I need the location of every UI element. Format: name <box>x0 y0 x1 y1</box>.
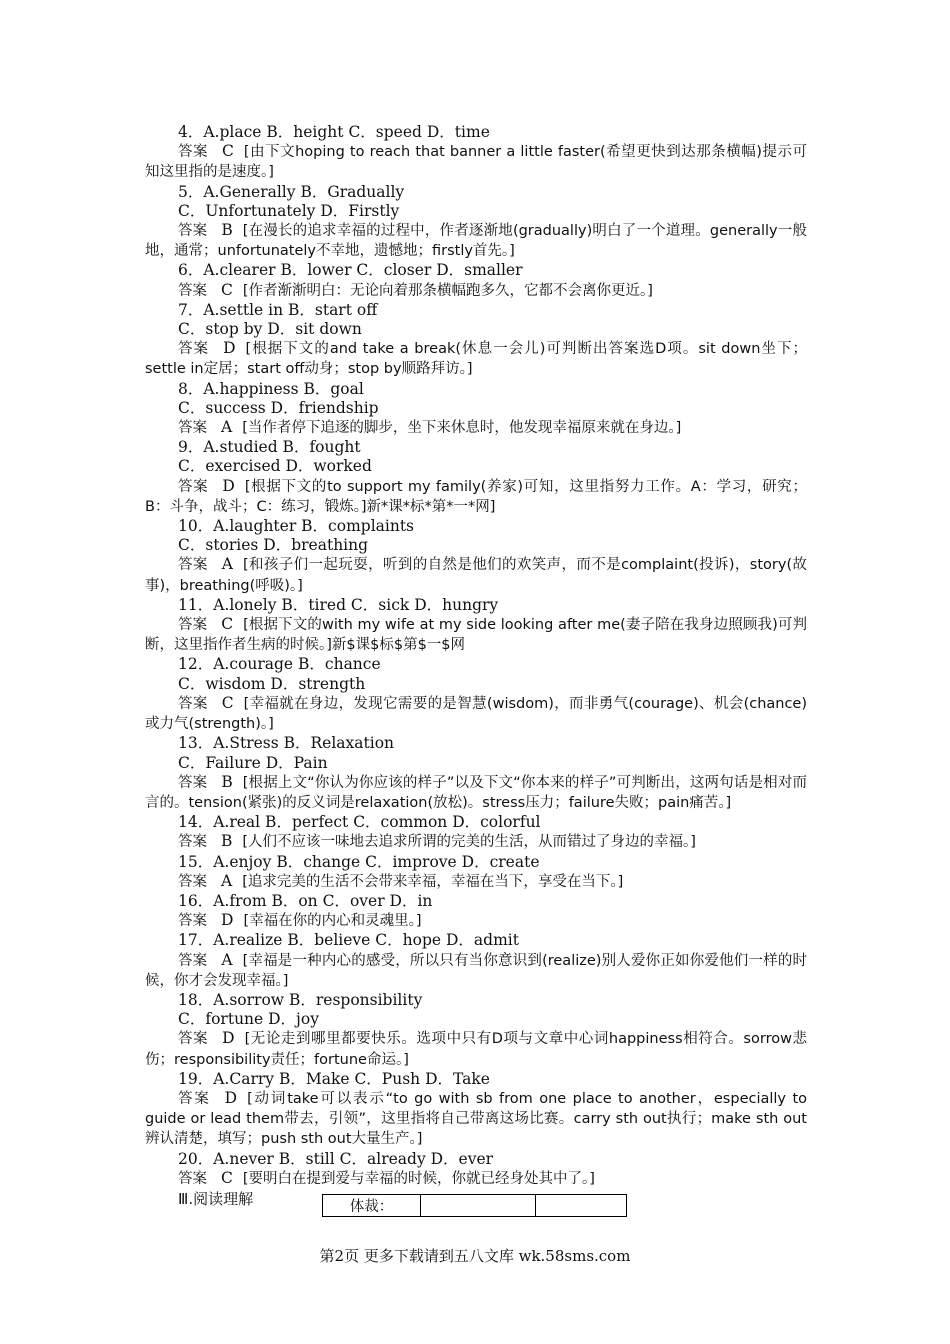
answer-explanation: [当作者停下追逐的脚步，坐下来休息时，他发现幸福原来就在身边。] <box>242 420 682 437</box>
answer-key: D <box>223 339 236 358</box>
question-options: 18．A.sorrow B．responsibility <box>178 990 423 1009</box>
question-options: 13．A.Stress B．Relaxation <box>178 734 395 753</box>
answer-label: 答案 <box>178 341 210 358</box>
answer-label: 答案 <box>178 1170 207 1187</box>
answer-line <box>145 773 807 813</box>
question-options: 10．A.laughter B．complaints <box>178 517 415 536</box>
question-options: C．stories D．breathing <box>178 536 369 555</box>
answer-explanation: [人们不应该一味地去追求所谓的完美的生活，从而错过了身边的幸福。] <box>242 834 696 851</box>
answer-label: 答案 <box>178 478 209 495</box>
question-options: 14．A.real B．perfect C．common D．colorful <box>178 813 541 832</box>
page-footer: 第2页 更多下载请到五八文库 wk.58sms.com <box>319 1247 631 1265</box>
answer-explanation: [和孩子们一起玩耍，听到的自然是他们的欢笑声，而不是complaint(投诉)，story(故事)，breathing(呼吸)。] <box>145 557 807 594</box>
question-options: 11．A.lonely B．tired C．sick D．hungry <box>178 595 499 614</box>
answer-label: 答案 <box>178 223 208 240</box>
question-options: 8．A.happiness B．goal <box>178 379 364 398</box>
question-options: C．exercised D．worked <box>178 457 372 476</box>
answer-key: A <box>221 555 233 574</box>
question-options: 19．A.Carry B．Make C．Push D．Take <box>178 1069 490 1088</box>
question-options: C．wisdom D．strength <box>178 674 366 693</box>
answer-line <box>145 339 807 379</box>
answer-line <box>145 872 807 892</box>
answer-label: 答案 <box>178 617 208 634</box>
answer-line <box>145 615 807 655</box>
answer-key: B <box>221 832 233 851</box>
genre-table <box>322 1194 627 1217</box>
answer-key: B <box>221 221 233 240</box>
question-options: 20．A.never B．still C．already D．ever <box>178 1149 494 1168</box>
question-options: 15．A.enjoy B．change C．improve D．create <box>178 852 540 871</box>
answer-explanation: [根据下文的to support my family(养家)可知，这里指努力工作。A：学习，研究；B：斗争，战斗；C：练习，锻炼。]新*课*标*第*一*网] <box>145 478 807 515</box>
question-options: 9．A.studied B．fought <box>178 438 361 457</box>
answer-explanation: [追求完美的生活不会带来幸福，幸福在当下，享受在当下。] <box>242 873 624 890</box>
answer-key: D <box>221 911 234 930</box>
question-options: 17．A.realize B．believe C．hope D．admit <box>178 931 519 950</box>
answer-line <box>145 832 807 852</box>
answer-line <box>145 142 807 182</box>
question-options: 12．A.courage B．chance <box>178 655 381 674</box>
answer-label: 答案 <box>178 1090 211 1107</box>
answer-explanation: [作者渐渐明白：无论向着那条横幅跑多久，它都不会离你更近。] <box>242 282 653 299</box>
answer-key: D <box>222 1029 235 1048</box>
question-options: 16．A.from B．on C．over D．in <box>178 891 433 910</box>
answer-label: 答案 <box>178 774 208 791</box>
answer-line <box>145 418 807 438</box>
question-options: C．Failure D．Pain <box>178 753 328 772</box>
answer-line <box>145 281 807 301</box>
answer-explanation: [动词take可以表示“to go with sb from one place to another，especially to guide or lead them带去，引领”，这里指将自己带离这场比赛。carry sth out执行；make sth out辨认清楚，填写；push sth out大量生产。] <box>145 1090 807 1148</box>
question-options: 7．A.settle in B．start off <box>178 300 378 319</box>
question-options: C．fortune D．joy <box>178 1010 319 1029</box>
answer-line <box>145 911 807 931</box>
answer-key: D <box>224 1088 238 1107</box>
answer-label: 答案 <box>178 1031 209 1048</box>
answer-label: 答案 <box>178 873 207 890</box>
answer-line <box>145 1029 807 1069</box>
answer-line <box>145 951 807 991</box>
answer-key: B <box>221 772 233 791</box>
answer-explanation: [要明白在提到爱与幸福的时候，你就已经身处其中了。] <box>242 1170 595 1187</box>
document-body <box>145 123 807 1209</box>
answer-line <box>145 555 807 595</box>
section-title: Ⅲ.阅读理解 <box>178 1189 254 1208</box>
answer-explanation: [根据上文“你认为你应该的样子”以及下文“你本来的样子”可判断出，这两句话是相对而言的。tension(紧张)的反义词是relaxation(放松)。stress压力；failure失败；pain痛苦。] <box>145 774 808 811</box>
genre-label-cell <box>323 1195 421 1217</box>
question-options: 4．A.place B．height C．speed D．time <box>178 123 490 141</box>
answer-line <box>145 1089 807 1150</box>
genre-cell-1 <box>421 1195 536 1217</box>
answer-label: 答案 <box>178 695 208 712</box>
genre-label: 体裁： <box>349 1199 394 1215</box>
answer-key: C <box>221 693 234 712</box>
answer-key: D <box>222 476 235 495</box>
answer-label: 答案 <box>178 420 207 437</box>
answer-label: 答案 <box>178 834 207 851</box>
genre-cell-2 <box>536 1195 627 1217</box>
answer-line <box>145 694 807 734</box>
question-options: C．Unfortunately D．Firstly <box>178 201 400 220</box>
answer-key: A <box>221 950 233 969</box>
answer-label: 答案 <box>178 282 207 299</box>
answer-key: C <box>221 615 234 634</box>
answer-explanation: [根据下文的and take a break(休息一会儿)可判断出答案选D项。sit down坐下；settle in定居；start off动身；stop by顺路拜访。] <box>145 341 807 378</box>
question-options: 5．A.Generally B．Gradually <box>178 182 405 201</box>
answer-label: 答案 <box>178 144 209 161</box>
answer-key: A <box>221 871 233 890</box>
answer-explanation: [在漫长的追求幸福的过程中，作者逐渐地(gradually)明白了一个道理。generally一般地，通常；unfortunately不幸地，遗憾地；firstly首先。] <box>145 223 807 260</box>
answer-explanation: [幸福就在身边，发现它需要的是智慧(wisdom)，而非勇气(courage)、机会(chance)或力气(strength)。] <box>145 695 808 733</box>
question-options: C．stop by D．sit down <box>178 320 362 339</box>
answer-key: C <box>221 280 233 299</box>
answer-key: A <box>221 418 233 437</box>
answer-line <box>145 221 807 261</box>
answer-explanation: [幸福是一种内心的感受，所以只有当你意识到(realize)别人爱你正如你爱他们一样的时候，你才会发现幸福。] <box>145 952 807 989</box>
answer-explanation: [由下文hoping to reach that banner a little faster(希望更快到达那条横幅)提示可知这里指的是速度。] <box>145 144 808 181</box>
answer-label: 答案 <box>178 952 208 969</box>
answer-key: C <box>221 1168 233 1187</box>
answer-label: 答案 <box>178 557 208 574</box>
answer-explanation: [根据下文的with my wife at my side looking after me(妻子陪在我身边照顾我)可判断，这里指作者生病的时候。]新$课$标$第$一$网 <box>145 617 808 654</box>
answer-line <box>145 477 807 517</box>
answer-line <box>145 1169 807 1189</box>
question-options: C．success D．friendship <box>178 398 379 417</box>
question-options: 6．A.clearer B．lower C．closer D．smaller <box>178 261 523 280</box>
answer-explanation: [无论走到哪里都要快乐。选项中只有D项与文章中心词happiness相符合。sorrow悲伤；responsibility责任；fortune命运。] <box>145 1031 807 1068</box>
answer-key: C <box>222 142 234 161</box>
answer-label: 答案 <box>178 913 207 930</box>
answer-explanation: [幸福在你的内心和灵魂里。] <box>243 913 422 930</box>
